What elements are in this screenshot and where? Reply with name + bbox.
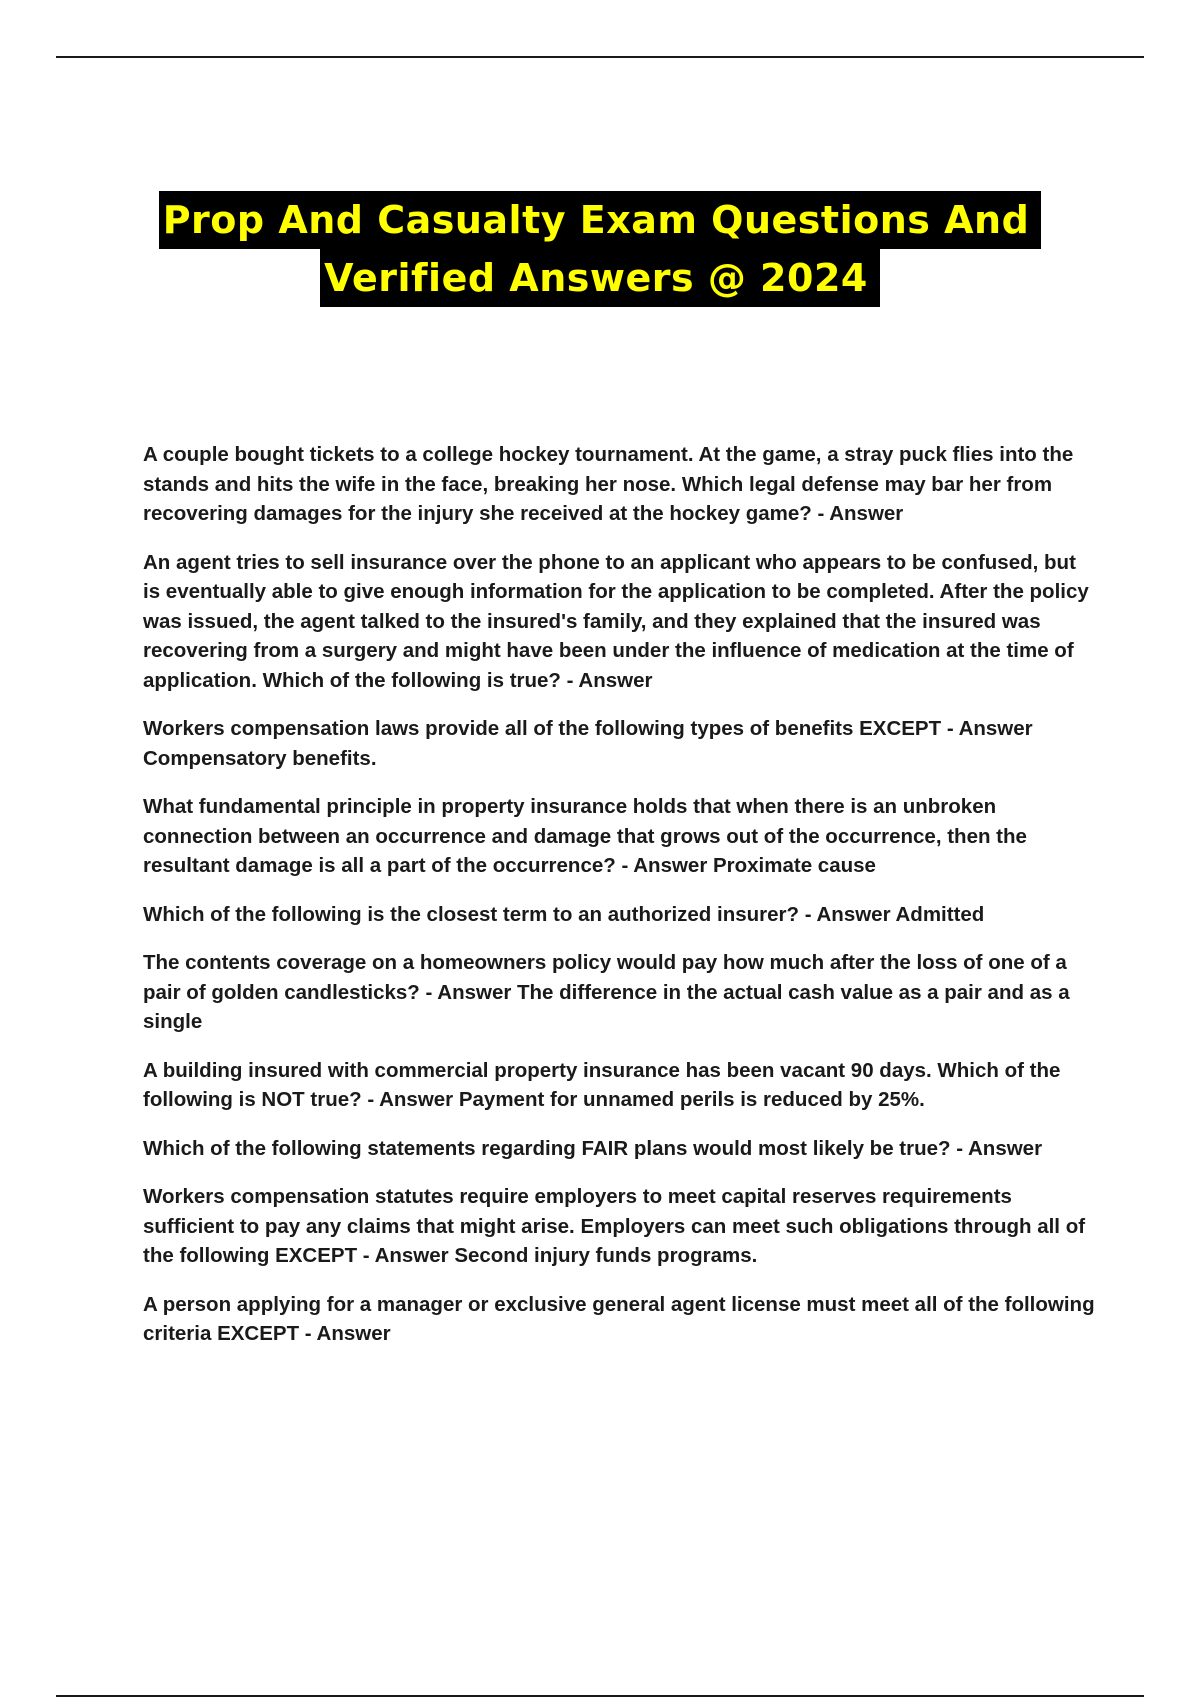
qa-item: An agent tries to sell insurance over the phone to an applicant who appears to be confused, but is eventually able to give enough information for the application to be completed. After the policy was issued, the agent talked to the insured's family, and they explained that the insured was recovering from a surgery and might have been under the influence of medication at the time of application. Which of the following is true? - Answer xyxy=(143,550,1089,692)
qa-list xyxy=(143,440,1098,1368)
document-title xyxy=(0,191,1200,307)
qa-item: A couple bought tickets to a college hockey tournament. At the game, a stray puck flies into the stands and hits the wife in the face, breaking her nose. Which legal defense may bar her from recovering damages for the injury she received at the hockey game? - Answer xyxy=(143,443,1074,525)
title-line-1: Prop And Casualty Exam Questions And xyxy=(159,191,1042,249)
qa-item: A building insured with commercial property insurance has been vacant 90 days. Which of the following is NOT true? - Answer Payment for unnamed perils is reduced by 25%. xyxy=(143,1058,1061,1111)
bottom-rule xyxy=(56,1695,1144,1697)
qa-item: A person applying for a manager or exclusive general agent license must meet all of the following criteria EXCEPT - Answer xyxy=(143,1292,1095,1345)
qa-item: Workers compensation statutes require employers to meet capital reserves requirements sufficient to pay any claims that might arise. Employers can meet such obligations through all of the following EXCEPT - Answer Second injury funds programs. xyxy=(143,1185,1086,1267)
qa-item: What fundamental principle in property insurance holds that when there is an unbroken connection between an occurrence and damage that grows out of the occurrence, then the resultant damage is all a part of the occurrence? - Answer Proximate cause xyxy=(143,795,1027,877)
title-line-2: Verified Answers @ 2024 xyxy=(320,249,880,307)
top-rule xyxy=(56,56,1144,58)
qa-item: The contents coverage on a homeowners policy would pay how much after the loss of one of a pair of golden candlesticks? - Answer The difference in the actual cash value as a pair and as a single xyxy=(143,951,1070,1033)
qa-item: Which of the following statements regarding FAIR plans would most likely be true? - Answer xyxy=(143,1136,1043,1160)
qa-item: Workers compensation laws provide all of the following types of benefits EXCEPT - Answer Compensatory benefits. xyxy=(143,717,1033,770)
qa-item: Which of the following is the closest term to an authorized insurer? - Answer Admitted xyxy=(143,902,985,926)
